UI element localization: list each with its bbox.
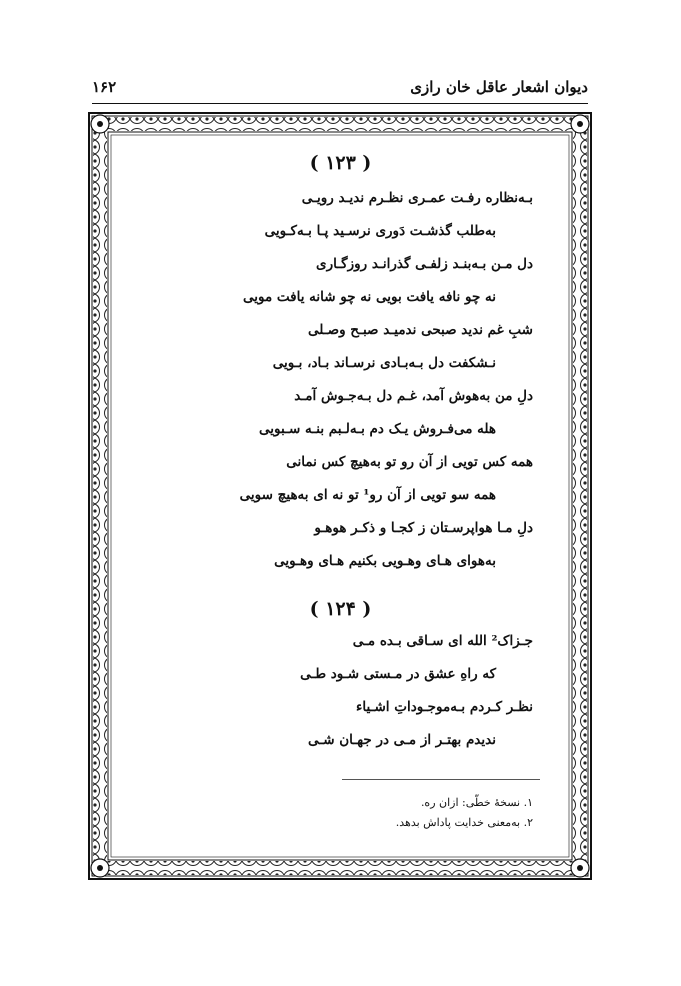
verse-line: به‌هوای هـای وهـویی بکنیم هـای وهـویی [274,553,496,569]
footnote-separator [342,779,540,780]
verse-line: شبِ غم ندید صبحی ندمیـد صبـح وصـلی [307,322,533,338]
footnote: ۱. نسخهٔ خطّی: ازان ره. [420,796,533,809]
poem-number: ( ۱۲۴ ) [309,598,372,620]
book-title: دیوان اشعار عاقل خان رازی [410,78,588,96]
verse-line: نـشکفت دل بـه‌بـادی نرسـاند بـاد، بـویی [272,355,496,371]
verse-line: بـه‌نظاره رفـت عمـری نظـرم ندیـد رویـی [301,190,533,206]
verse-line: همه کس تویی از آن رو تو به‌هیچ کس نمانی [286,454,533,470]
verse-line: نظـر کـردم بـه‌موجـوداتِ اشـیاء [356,699,533,715]
poem-number: ( ۱۲۳ ) [309,152,372,174]
footnote: ۲. به‌معنی خدایت پاداش بدهد. [395,816,533,829]
verse-line: به‌طلب گذشـت دَوری نرسـید پـا بـه‌کـویی [264,223,496,239]
verse-line: ندیدم بهتـر از مـی در جهـان شـی [307,732,496,748]
header-rule [92,103,588,104]
verse-line: دلِ مـا هواپرسـتان ز کجـا و ذکـر هوهـو [314,520,533,536]
verse-line: نه چو نافه یافت بویی نه چو شانه یافت مویی [242,289,496,305]
verse-line: هله می‌فـروش یـک دم بـه‌لـبم بنـه سـبویی [259,421,496,437]
page-header [92,78,588,102]
verse-line: دلِ من به‌هوش آمد، غـم دل بـه‌جـوش آمـد [294,388,533,404]
verse-line: همه سو تویی از آن رو¹ تو نه ای به‌هیچ سویی [239,487,496,503]
verse-line: دل مـن بـه‌بنـد زلفـی گذرانـد روزگـاری [316,256,533,272]
verse-line: جـزاک² الله ای سـاقی بـده مـی [352,633,533,649]
verse-line: که راهِ عشق در مـستی شـود طـی [300,666,496,682]
page-number: ۱۶۲ [92,78,117,96]
